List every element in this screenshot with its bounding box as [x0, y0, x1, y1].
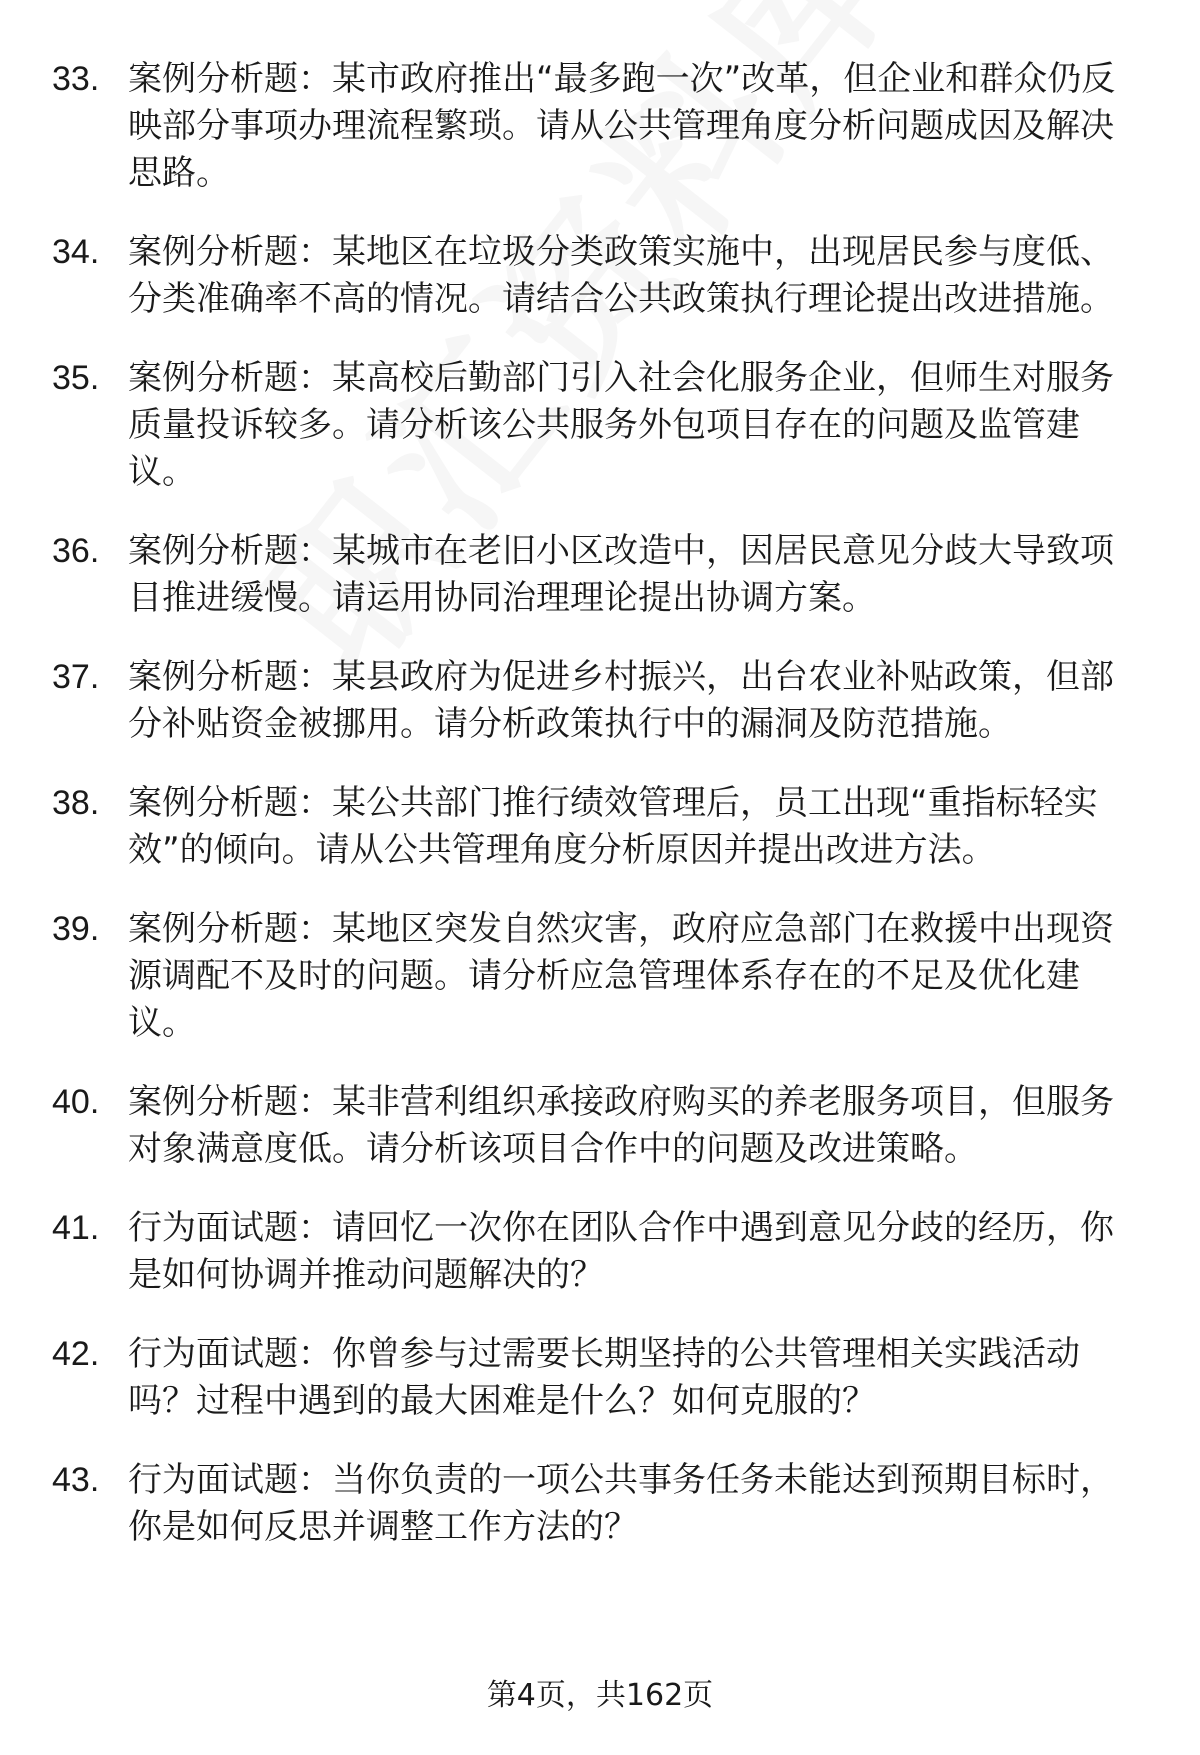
question-text: 行为面试题：你曾参与过需要长期坚持的公共管理相关实践活动吗？过程中遇到的最大困难是什么？如何克服的？ [128, 1334, 1080, 1421]
question-text: 行为面试题：请回忆一次你在团队合作中遇到意见分歧的经历，你是如何协调并推动问题解决的？ [128, 1208, 1114, 1295]
question-list [0, 56, 1200, 1583]
question-number: 42. [52, 1335, 100, 1373]
question-item [0, 528, 1200, 622]
question-text: 案例分析题：某城市在老旧小区改造中，因居民意见分歧大导致项目推进缓慢。请运用协同治理理论提出协调方案。 [128, 531, 1114, 618]
question-item [0, 1205, 1200, 1299]
question-number: 43. [52, 1461, 100, 1499]
question-item [0, 1331, 1200, 1425]
question-item [0, 229, 1200, 323]
question-item [0, 355, 1200, 496]
question-text: 案例分析题：某市政府推出“最多跑一次”改革，但企业和群众仍反映部分事项办理流程繁琐。请从公共管理角度分析问题成因及解决思路。 [128, 59, 1116, 193]
question-number: 39. [52, 910, 100, 948]
question-number: 40. [52, 1083, 100, 1121]
question-text: 案例分析题：某公共部门推行绩效管理后，员工出现“重指标轻实效”的倾向。请从公共管理角度分析原因并提出改进方法。 [128, 783, 1098, 870]
question-text: 案例分析题：某地区突发自然灾害，政府应急部门在救援中出现资源调配不及时的问题。请分析应急管理体系存在的不足及优化建议。 [128, 909, 1114, 1043]
question-text: 案例分析题：某地区在垃圾分类政策实施中，出现居民参与度低、分类准确率不高的情况。请结合公共政策执行理论提出改进措施。 [128, 232, 1114, 319]
question-number: 33. [52, 60, 100, 98]
question-number: 34. [52, 233, 100, 271]
question-number: 36. [52, 532, 100, 570]
question-text: 案例分析题：某非营利组织承接政府购买的养老服务项目，但服务对象满意度低。请分析该项目合作中的问题及改进策略。 [128, 1082, 1114, 1169]
question-item [0, 654, 1200, 748]
question-number: 37. [52, 658, 100, 696]
question-number: 41. [52, 1209, 100, 1247]
question-number: 35. [52, 359, 100, 397]
question-item [0, 780, 1200, 874]
question-number: 38. [52, 784, 100, 822]
question-item [0, 1079, 1200, 1173]
question-text: 案例分析题：某高校后勤部门引入社会化服务企业，但师生对服务质量投诉较多。请分析该公共服务外包项目存在的问题及监管建议。 [128, 358, 1114, 492]
question-text: 行为面试题：当你负责的一项公共事务任务未能达到预期目标时，你是如何反思并调整工作方法的？ [128, 1460, 1114, 1547]
question-item [0, 1457, 1200, 1551]
page-footer: 第4页，共162页 [486, 1678, 714, 1713]
question-item [0, 56, 1200, 197]
question-item [0, 906, 1200, 1047]
question-text: 案例分析题：某县政府为促进乡村振兴，出台农业补贴政策，但部分补贴资金被挪用。请分析政策执行中的漏洞及防范措施。 [128, 657, 1114, 744]
